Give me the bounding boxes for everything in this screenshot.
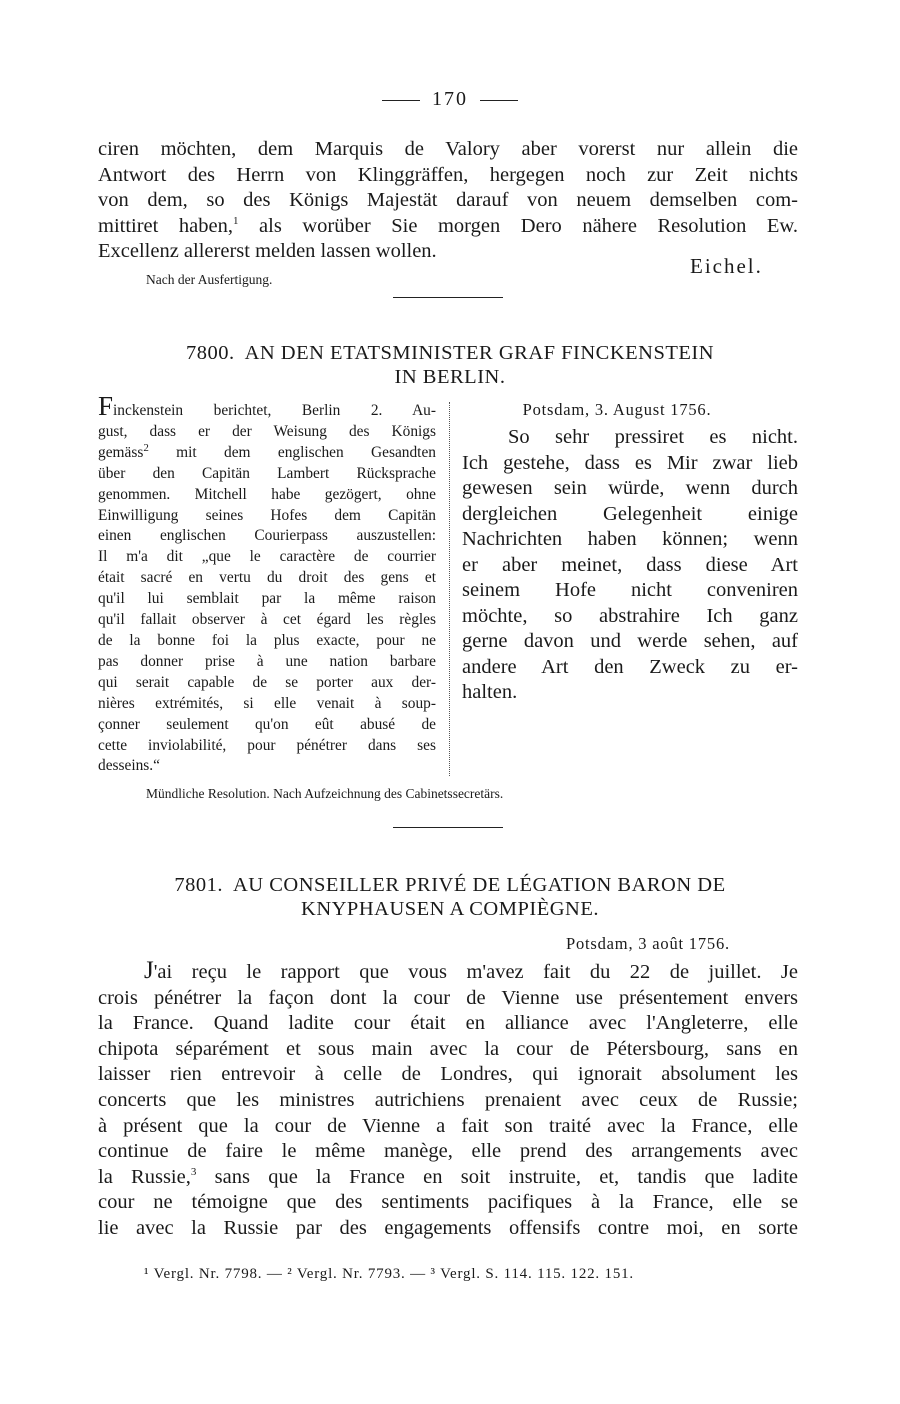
- text-line: von dem, so des Königs Majestät darauf von neuem demselben com-: [98, 189, 798, 212]
- footnote-mark: 2: [143, 441, 149, 454]
- text-line: Nachrichten haben können; wenn: [462, 528, 798, 550]
- text-line: halten.: [462, 681, 518, 703]
- report-summary-column: [98, 391, 436, 777]
- drop-cap: J: [144, 957, 154, 984]
- text-line: genommen. Mitchell habe gezögert, ohne: [98, 485, 436, 503]
- text-fragment: mit dem englischen Gesandten: [176, 443, 436, 461]
- text-line: cour ne témoigne que des sentiments pacifiques à la France, elle se: [98, 1191, 798, 1214]
- heading-line: [80, 341, 820, 365]
- letter-7801-body: [98, 958, 798, 1242]
- page-number-text: 170: [432, 88, 468, 110]
- dateline: Potsdam, 3. August 1756.: [522, 400, 712, 419]
- text-line: continue de faire le même manège, elle prend des arrangements avec: [98, 1140, 798, 1163]
- text-line: andere Art den Zweck zu er-: [462, 655, 798, 678]
- text-line: dergleichen Gelegenheit einige: [462, 502, 798, 525]
- previous-letter-body: [98, 137, 798, 265]
- text-line: desseins.“: [98, 757, 160, 775]
- text-line: über den Capitän Lambert Rücksprache: [98, 464, 436, 482]
- source-note: Nach der Ausfertigung.: [146, 272, 273, 287]
- text-fragment: mittiret haben,: [98, 214, 233, 237]
- text-line: Einwilligung seines Hofes dem Capitän: [98, 506, 436, 524]
- heading-line: KNYPHAUSEN A COMPIÈGNE.: [301, 898, 599, 920]
- letter-heading-7801: [80, 873, 820, 921]
- text-fragment: als worüber Sie morgen Dero nähere Resolution Ew.: [259, 214, 799, 237]
- text-line: gewesen sein würde, wenn durch: [462, 477, 798, 499]
- text-line: cette inviolabilité, pour pénétrer dans ses: [98, 736, 436, 754]
- text-fragment: gemäss: [98, 443, 144, 461]
- text-line: [98, 391, 436, 422]
- text-line: lie avec la Russie par des engagements offensifs contre moi, en sorte: [98, 1216, 798, 1239]
- text-line-with-footnote: [98, 443, 436, 464]
- drop-cap: F: [98, 391, 114, 421]
- heading-text: AU CONSEILLER PRIVÉ DE LÉGATION BARON DE: [233, 874, 726, 896]
- text-fragment: la Russie,: [98, 1165, 191, 1188]
- text-line: gerne davon und werde sehen, auf: [462, 630, 798, 652]
- letter-number: 7801.: [174, 874, 223, 896]
- section-rule: [393, 297, 503, 298]
- letter-heading-7800: [80, 341, 820, 389]
- text-line-with-footnote: [98, 1165, 798, 1191]
- text-line: la France. Quand ladite cour était en alliance avec l'Angleterre, elle: [98, 1012, 798, 1035]
- text-line: pas donner prise à une nation barbare: [98, 652, 436, 670]
- page-number-dash-left: [382, 100, 420, 101]
- text-line-with-footnote: [98, 214, 798, 240]
- text-line: à présent que la cour de Vienne a fait son traité avec la France, elle: [98, 1114, 798, 1137]
- text-line: çonner seulement qu'on eût abusé de: [98, 715, 436, 733]
- text-line: de la bonne foi la plus exacte, pour ne: [98, 631, 436, 649]
- letter-number: 7800.: [185, 342, 235, 364]
- footnote-mark: 3: [190, 1165, 197, 1178]
- text-line: möchte, so abstrahire Ich ganz: [462, 604, 798, 627]
- text-line: So sehr pressiret es nicht.: [508, 426, 798, 448]
- text-line: concerts que les ministres autrichiens prenaient avec ceux de Russie;: [98, 1088, 798, 1111]
- text-fragment: 'ai reçu le rapport que vous m'avez fait du 22 de juillet. Je: [153, 961, 798, 983]
- source-note: Mündliche Resolution. Nach Aufzeichnung des Cabinetssecretärs.: [146, 786, 504, 801]
- footnote-mark: 1: [232, 214, 239, 227]
- text-line: qu'il lui semblait par la même raison: [98, 590, 436, 608]
- text-fragment: inckenstein berichtet, Berlin 2. Au-: [113, 402, 436, 419]
- page-number-dash-right: [480, 100, 518, 101]
- text-line: Antwort des Herrn von Klinggräffen, hergegen noch zur Zeit nichts: [98, 163, 798, 186]
- text-line: crois pénétrer la façon dont la cour de Vienne use présentement envers: [98, 986, 798, 1009]
- text-line: gust, dass er der Weisung des Königs: [98, 422, 436, 440]
- text-line: er aber meinet, dass diese Art: [462, 553, 798, 576]
- royal-reply-column: [462, 425, 798, 706]
- section-rule: [393, 827, 503, 828]
- signature: Eichel.: [690, 254, 763, 278]
- column-divider: [449, 402, 450, 776]
- dateline: Potsdam, 3 août 1756.: [566, 934, 730, 953]
- text-line: [98, 958, 798, 986]
- heading-line: [80, 873, 820, 897]
- page-number: [0, 88, 900, 111]
- text-line: ciren möchten, dem Marquis de Valory aber vorerst nur allein die: [98, 138, 798, 160]
- heading-line: IN BERLIN.: [394, 366, 506, 388]
- text-line: einen englischen Courierpass auszustellen:: [98, 527, 436, 545]
- text-line: qui serait capable de se porter aux der-: [98, 673, 436, 691]
- text-line: qu'il fallait observer à cet égard les règles: [98, 611, 436, 629]
- text-line: laisser rien entrevoir à celle de Londres, qui ignorait absolument les: [98, 1063, 798, 1086]
- text-fragment: sans que la France en soit instruite, et, tandis que ladite: [214, 1165, 799, 1188]
- text-line: nières extrémités, si elle venait à soup-: [98, 694, 436, 712]
- text-line: Il m'a dit „que le caractère de courrier: [98, 548, 436, 566]
- heading-text: AN DEN ETATSMINISTER GRAF FINCKENSTEIN: [244, 342, 715, 364]
- text-line: Ich gestehe, dass es Mir zwar lieb: [462, 451, 798, 474]
- text-line: seinem Hofe nicht conveniren: [462, 579, 798, 601]
- text-line: était sacré en vertu du droit des gens et: [98, 569, 436, 587]
- text-line: Excellenz allererst melden lassen wollen.: [98, 240, 437, 263]
- text-line: chipota séparément et sous main avec la cour de Pétersbourg, sans en: [98, 1037, 798, 1060]
- footnotes: ¹ Vergl. Nr. 7798. — ² Vergl. Nr. 7793. — ³ Vergl. S. 114. 115. 122. 151.: [144, 1266, 634, 1282]
